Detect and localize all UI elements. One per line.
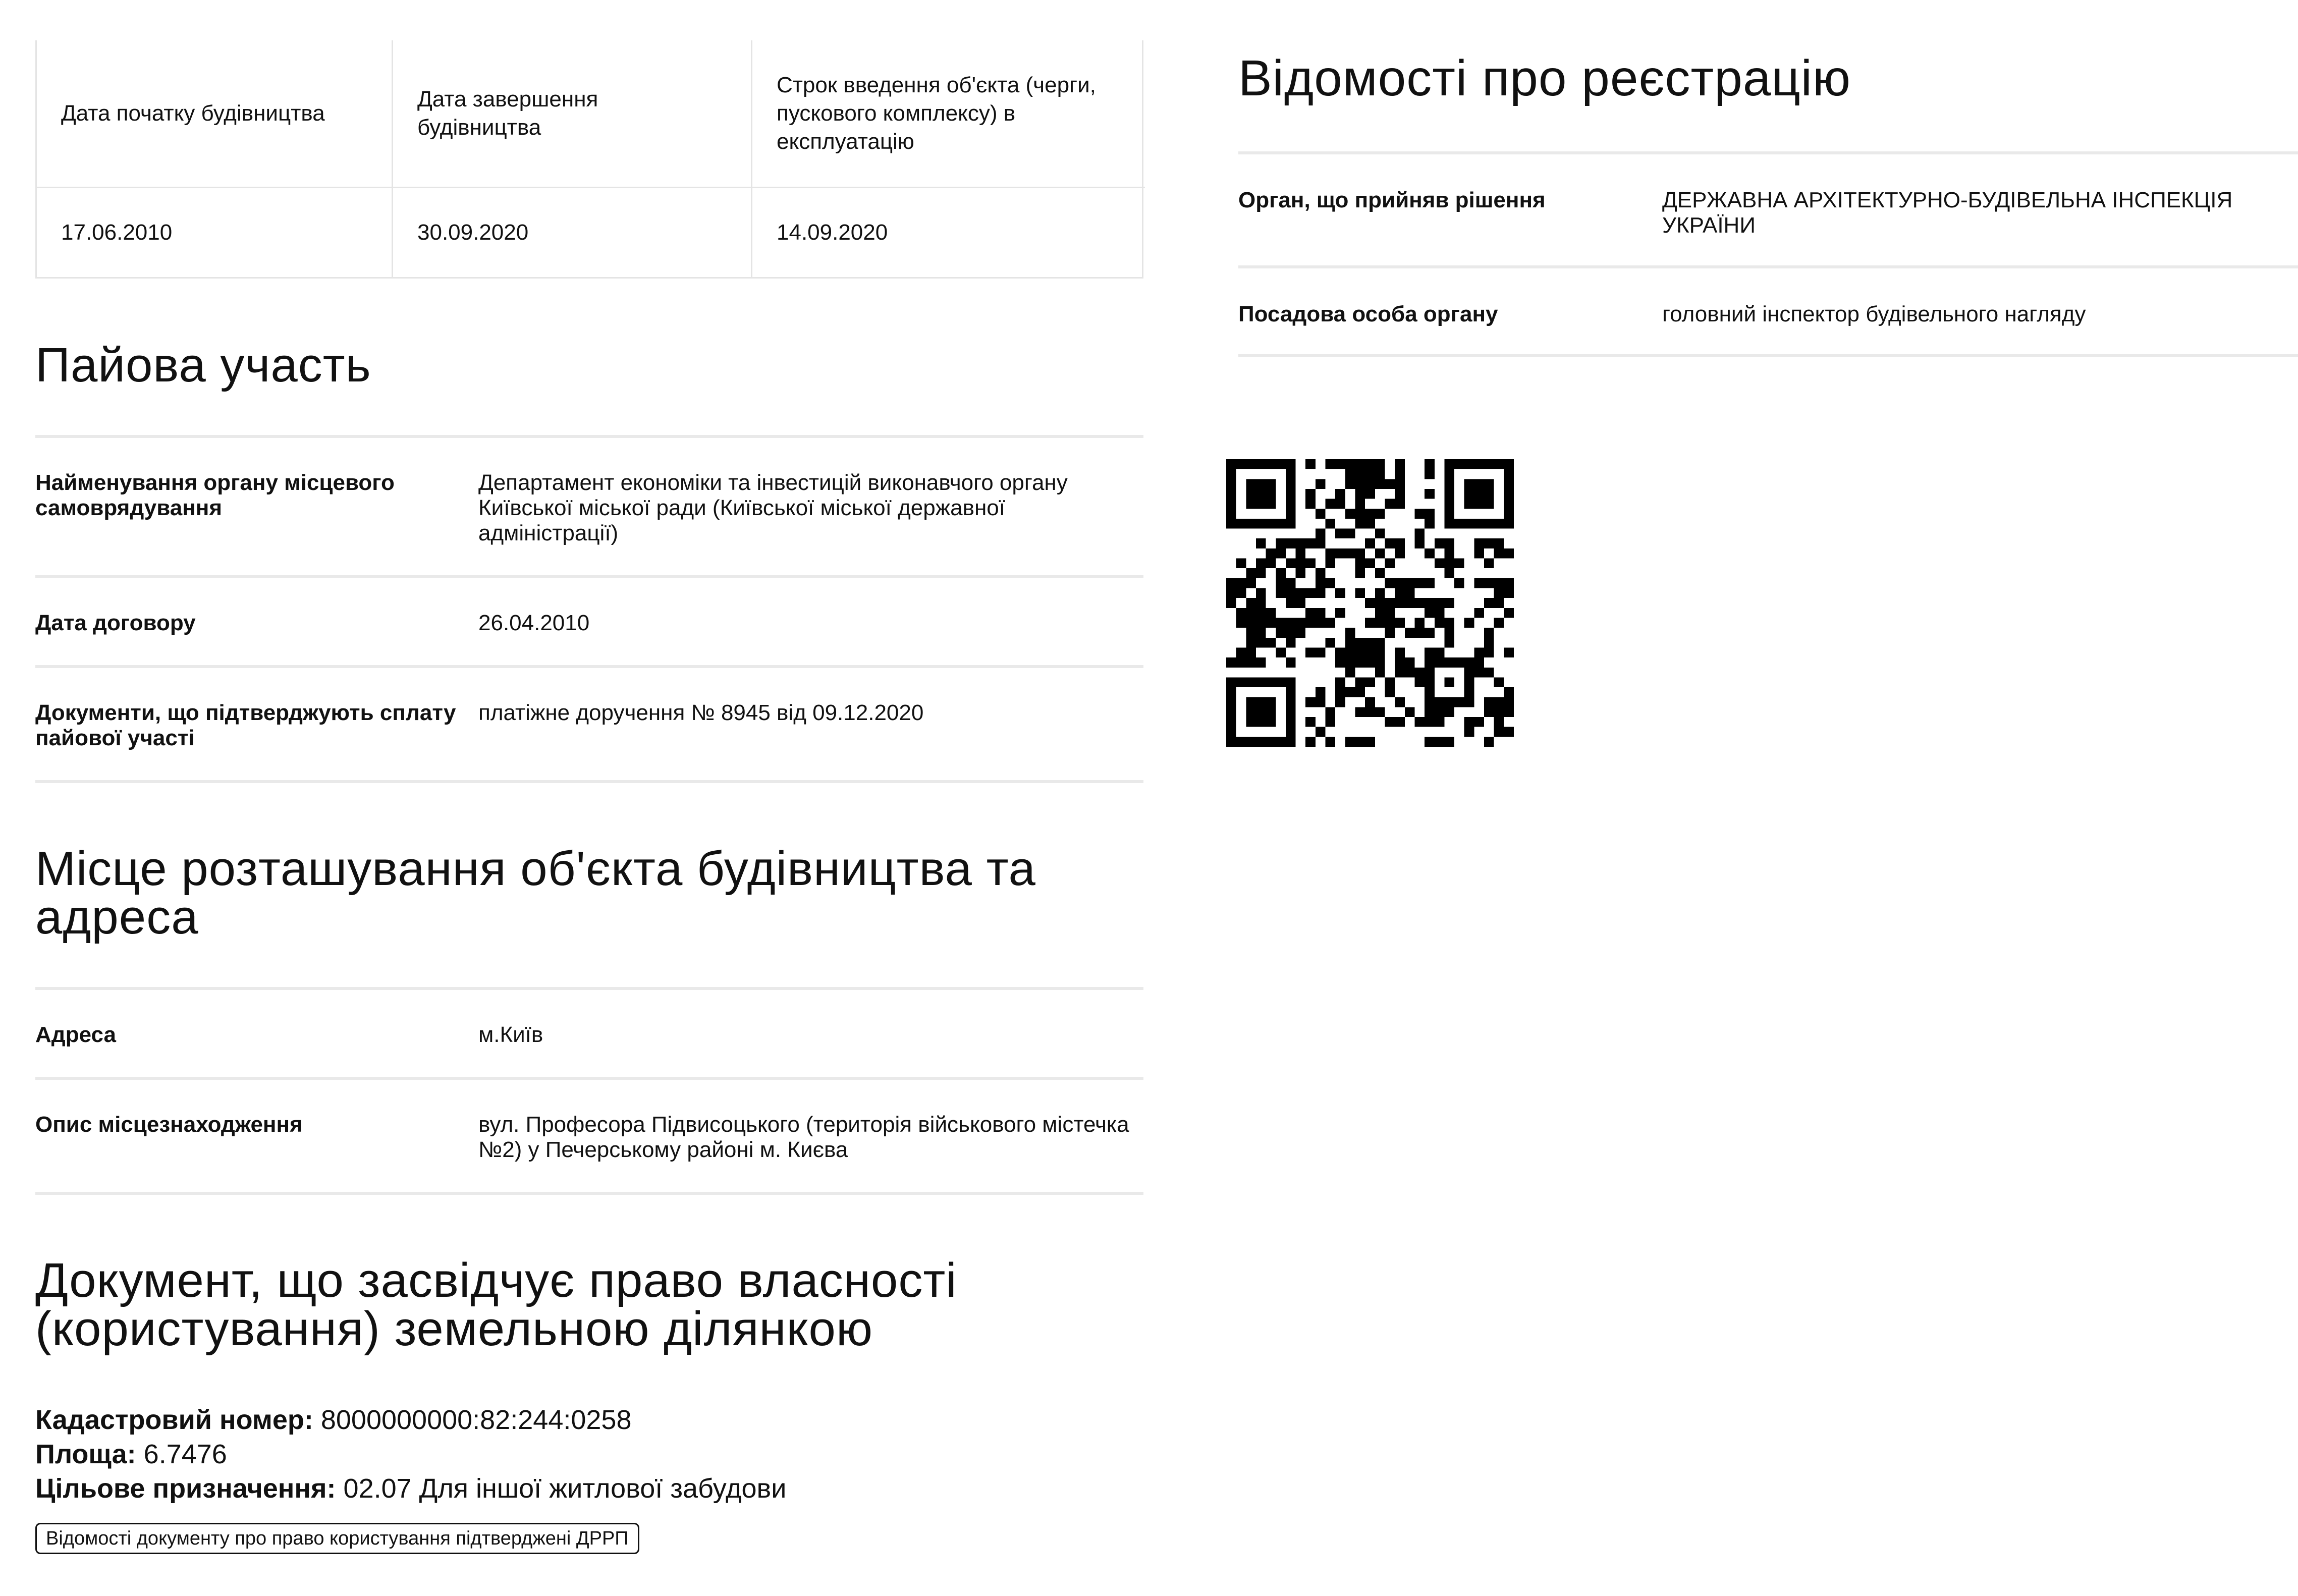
table-header: Дата початку будівництва [37,40,393,188]
area-value: 6.7476 [143,1439,227,1469]
cadastral-value: 8000000000:82:244:0258 [320,1405,632,1435]
purpose-label: Цільове призначення: [35,1473,336,1504]
section-title-place: Місце розташування об'єкта будівництва та адреса [35,842,1036,944]
detail-row [35,1080,1143,1195]
table-cell: 17.06.2010 [37,188,393,277]
cadastral-label: Кадастровий номер: [35,1405,313,1435]
detail-value: ДЕРЖАВНА АРХІТЕКТУРНО-БУДІВЕЛЬНА ІНСПЕКЦІЯ УКРАЇНИ [1662,188,2233,238]
detail-value: головний інспектор будівельного нагляду [1662,302,2086,326]
drrp-verified-badge: Відомості документу про право користування підтверджені ДРРП [35,1523,639,1554]
cadastral-line [35,1403,1143,1437]
table-cell: 14.09.2020 [777,220,888,245]
construction-dates-table [35,40,1143,279]
share-details [35,435,1143,783]
section-title-land-document: Документ, що засвідчує право власності (користування) земельною ділянкою [35,1253,957,1356]
detail-key: Орган, що прийняв рішення [1238,188,1546,212]
qr-code-icon [1226,459,1514,747]
detail-key: Документи, що підтверджують сплату пайової участі [35,700,456,750]
detail-value: Департамент економіки та інвестицій виконавчого органу Київської міської ради (Київської міської державної адміністрації) [478,470,1068,545]
detail-row [35,990,1143,1080]
detail-row [35,578,1143,668]
table-cell: 30.09.2020 [393,188,752,277]
left-column [35,40,1143,1554]
detail-value: 26.04.2010 [478,611,590,635]
detail-key: Опис місцезнаходження [35,1112,303,1137]
detail-value: м.Київ [478,1022,543,1047]
detail-key: Адреса [35,1022,116,1047]
detail-key: Дата договору [35,611,196,635]
purpose-line [35,1471,1143,1506]
section-title-registration: Відомості про реєстрацію [1238,50,1851,106]
land-facts [35,1403,1143,1554]
place-details [35,987,1143,1195]
table-header: Дата завершення будівництва [393,40,752,188]
area-line [35,1437,1143,1471]
detail-key: Найменування органу місцевого самоврядування [35,470,395,520]
section-title-share: Пайова участь [35,338,371,392]
detail-value: вул. Професора Підвисоцького (територія військового містечка №2) у Печерському районі м. Києва [478,1112,1129,1162]
detail-value: платіжне доручення № 8945 від 09.12.2020 [478,700,924,725]
purpose-value: 02.07 Для іншої житлової забудови [343,1473,787,1504]
detail-row [1238,268,2298,357]
registration-details [1238,151,2298,357]
detail-row [1238,154,2298,268]
detail-key: Посадова особа органу [1238,302,1498,326]
right-column [1238,50,2298,357]
detail-row [35,668,1143,783]
table-header: Строк введення об'єкта (черги, пускового комплексу) в експлуатацію [752,40,1145,188]
detail-row [35,438,1143,578]
area-label: Площа: [35,1439,136,1469]
